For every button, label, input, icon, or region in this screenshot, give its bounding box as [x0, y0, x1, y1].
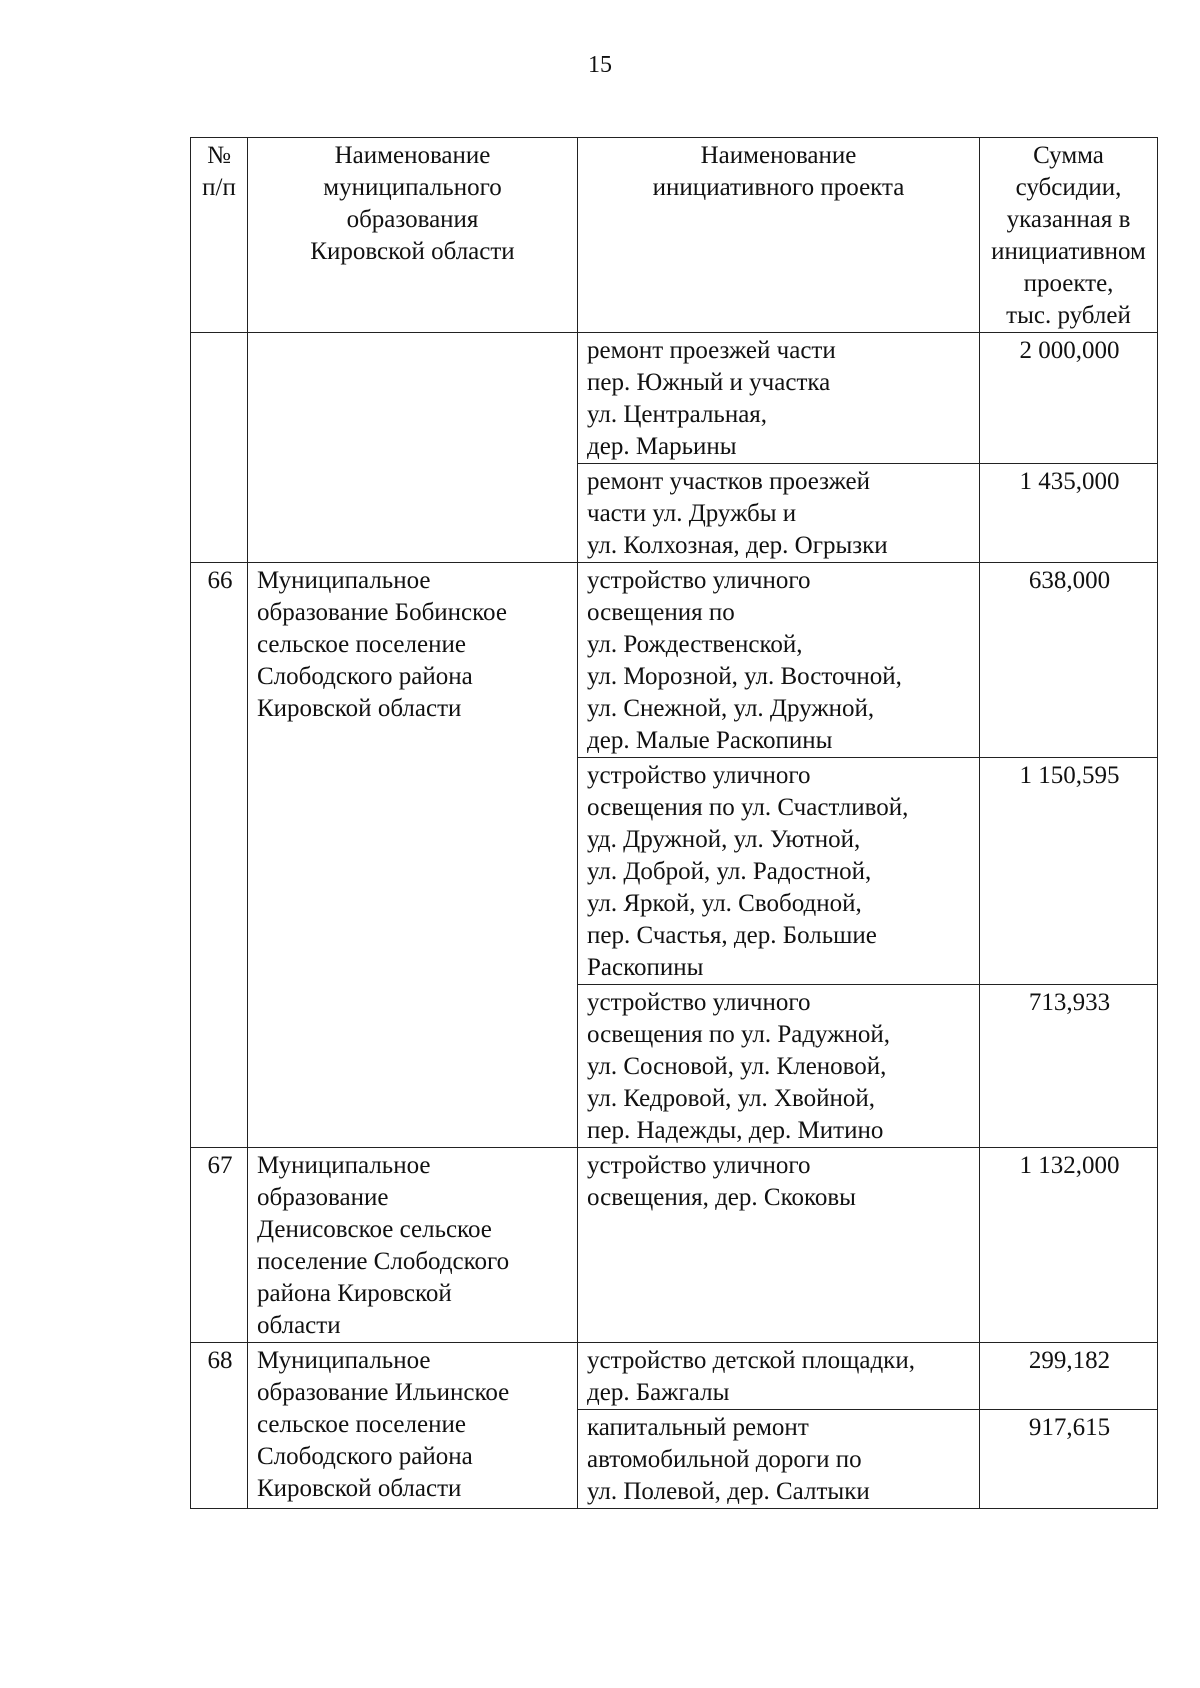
project-name: ремонт участков проезжей части ул. Дружбы и ул. Колхозная, дер. Огрызки	[578, 464, 980, 563]
project-name: ремонт проезжей части пер. Южный и участка ул. Центральная, дер. Марьины	[578, 333, 980, 464]
subsidy-sum: 299,182	[980, 1343, 1158, 1410]
subsidy-sum: 1 150,595	[980, 758, 1158, 985]
subsidy-sum: 638,000	[980, 563, 1158, 758]
subsidy-table	[190, 137, 1158, 1509]
page-number: 15	[588, 52, 612, 78]
subsidy-sum: 917,615	[980, 1410, 1158, 1509]
municipality-name	[248, 333, 578, 563]
header-municipality: Наименование муниципального образования Кировской области	[248, 138, 578, 333]
project-name: устройство уличного освещения по ул. Радужной, ул. Сосновой, ул. Кленовой, ул. Кедровой, ул. Хвойной, пер. Надежды, дер. Митино	[578, 985, 980, 1148]
table-row	[191, 1343, 1158, 1410]
subsidy-sum: 1 435,000	[980, 464, 1158, 563]
header-sum: Сумма субсидии, указанная в инициативном проекте, тыс. рублей	[980, 138, 1158, 333]
table-row	[191, 563, 1158, 758]
table-header-row	[191, 138, 1158, 333]
row-number: 68	[191, 1343, 248, 1509]
project-name: капитальный ремонт автомобильной дороги по ул. Полевой, дер. Салтыки	[578, 1410, 980, 1509]
project-name: устройство детской площадки, дер. Бажгалы	[578, 1343, 980, 1410]
project-name: устройство уличного освещения по ул. Рождественской, ул. Морозной, ул. Восточной, ул. Снежной, ул. Дружной, дер. Малые Раскопины	[578, 563, 980, 758]
row-number: 67	[191, 1148, 248, 1343]
table-body	[191, 333, 1158, 1509]
project-name: устройство уличного освещения, дер. Скоковы	[578, 1148, 980, 1343]
row-number: 66	[191, 563, 248, 1148]
municipality-name: Муниципальное образование Ильинское сельское поселение Слободского района Кировской области	[248, 1343, 578, 1509]
table-row	[191, 333, 1158, 464]
header-num: № п/п	[191, 138, 248, 333]
subsidy-sum: 2 000,000	[980, 333, 1158, 464]
subsidy-sum: 713,933	[980, 985, 1158, 1148]
table-row	[191, 1148, 1158, 1343]
subsidy-sum: 1 132,000	[980, 1148, 1158, 1343]
project-name: устройство уличного освещения по ул. Счастливой, уд. Дружной, ул. Уютной, ул. Доброй, ул. Радостной, ул. Яркой, ул. Свободной, пер. Счастья, дер. Большие Раскопины	[578, 758, 980, 985]
header-project: Наименование инициативного проекта	[578, 138, 980, 333]
municipality-name: Муниципальное образование Бобинское сельское поселение Слободского района Кировской области	[248, 563, 578, 1148]
row-number	[191, 333, 248, 563]
municipality-name: Муниципальное образование Денисовское сельское поселение Слободского района Кировской области	[248, 1148, 578, 1343]
